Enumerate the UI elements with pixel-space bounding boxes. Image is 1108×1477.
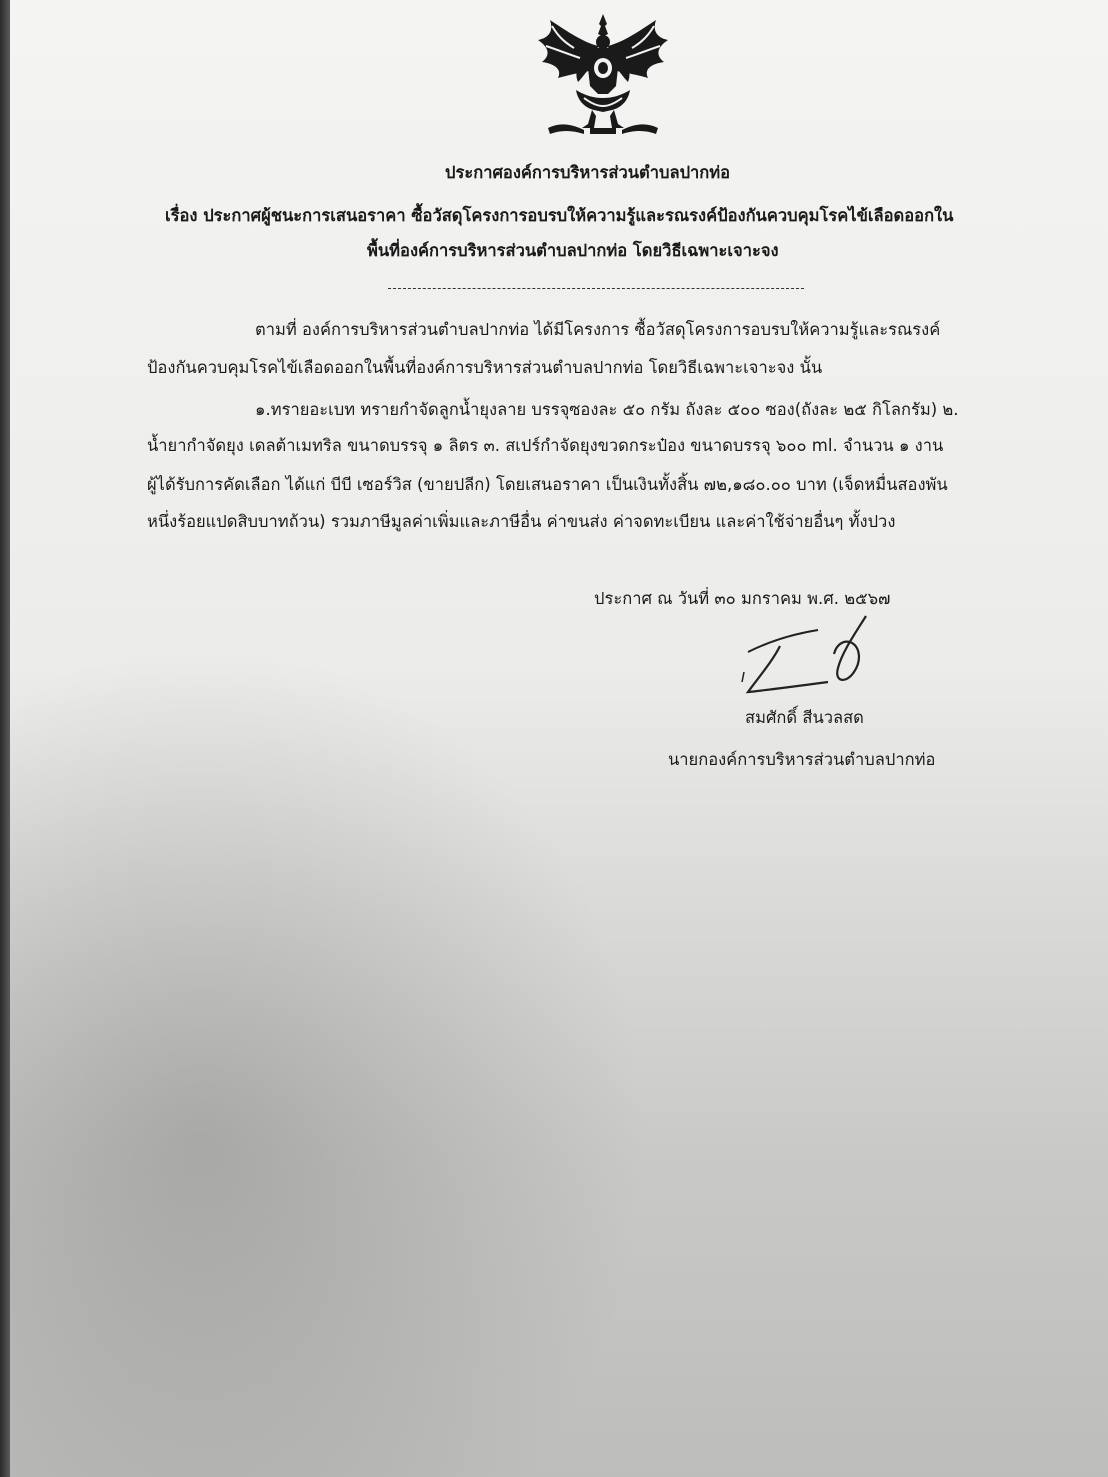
subject-line-1: เรื่อง ประกาศผู้ชนะการเสนอราคา ซื้อวัสดุโครงการอบรบให้ความรู้และรณรงค์ป้องกันควบคุมโรคไข้เลือดออกใน [165,206,954,225]
signer-name: สมศักดิ์ สีนวลสด [745,708,864,727]
separator-line [388,288,804,289]
announce-date: ประกาศ ณ วันที่ ๓๐ มกราคม พ.ศ. ๒๕๖๗ [594,589,891,608]
handwritten-signature [738,612,888,700]
body-paragraph-line-4: น้ำยากำจัดยุง เดลต้าเมทริล ขนาดบรรจุ ๑ ลิตร ๓. สเปร์กำจัดยุงขวดกระป๋อง ขนาดบรรจุ ๖๐๐ ml. จำนวน ๑ งาน [147,436,944,455]
letter-heading: ประกาศองค์การบริหารส่วนตำบลปากท่อ [445,163,731,182]
signer-title: นายกองค์การบริหารส่วนตำบลปากท่อ [668,750,936,769]
body-paragraph-line-5: ผู้ได้รับการคัดเลือก ได้แก่ บีบี เซอร์วิส (ขายปลีก) โดยเสนอราคา เป็นเงินทั้งสิ้น ๗๒,๑๘๐.๐๐ บาท (เจ็ดหมื่นสองพัน [147,475,948,494]
body-paragraph-line-6: หนึ่งร้อยแปดสิบบาทถ้วน) รวมภาษีมูลค่าเพิ่มและภาษีอื่น ค่าขนส่ง ค่าจดทะเบียน และค่าใช้จ่ายอื่นๆ ทั้งปวง [147,512,896,531]
scan-shadow [10,640,650,1477]
document-page [10,0,1108,1477]
garuda-emblem-icon [528,12,678,137]
body-paragraph-line-3: ๑.ทรายอะเบท ทรายกำจัดลูกน้ำยุงลาย บรรจุซองละ ๕๐ กรัม ถังละ ๕๐๐ ซอง(ถังละ ๒๕ กิโลกรัม) ๒. [255,400,959,419]
scan-edge-shadow [0,0,10,1477]
subject-line-2: พื้นที่องค์การบริหารส่วนตำบลปากท่อ โดยวิธีเฉพาะเจาะจง [367,241,779,260]
body-paragraph-line-1: ตามที่ องค์การบริหารส่วนตำบลปากท่อ ได้มีโครงการ ซื้อวัสดุโครงการอบรบให้ความรู้และรณรงค์ [255,320,941,339]
body-paragraph-line-2: ป้องกันควบคุมโรคไข้เลือดออกในพื้นที่องค์การบริหารส่วนตำบลปากท่อ โดยวิธีเฉพาะเจาะจง นั้น [147,358,823,377]
